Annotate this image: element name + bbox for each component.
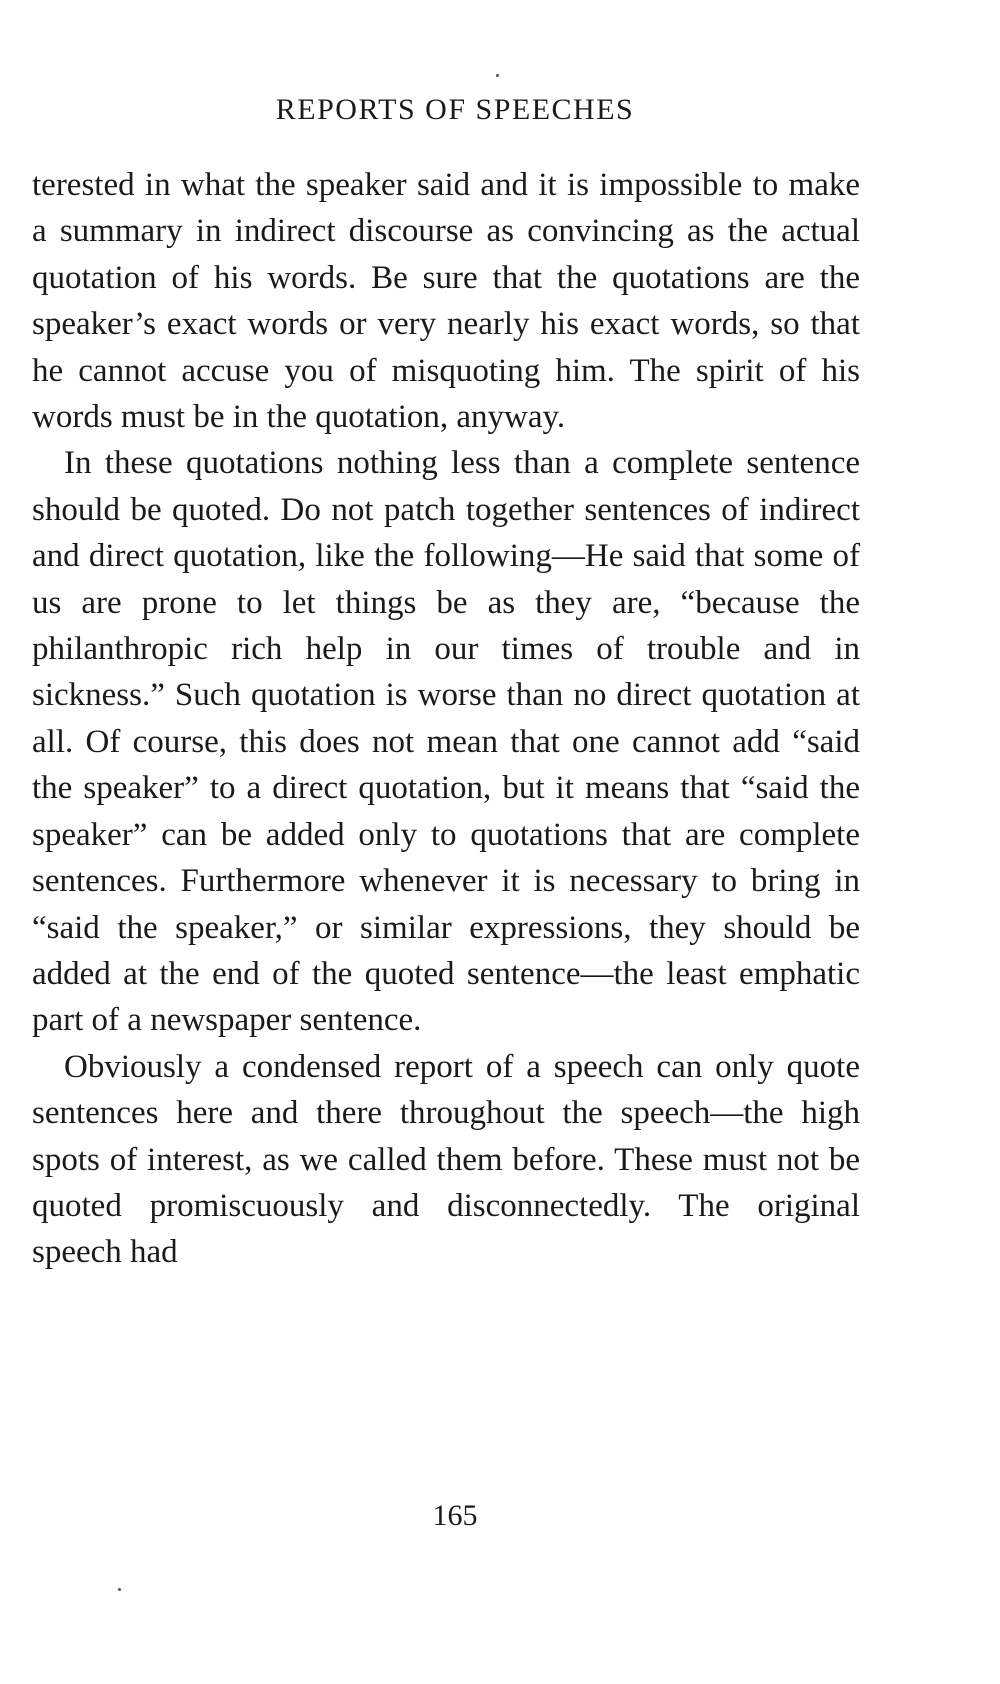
- ink-speck: [118, 1588, 121, 1591]
- running-head: REPORTS OF SPEECHES: [275, 93, 635, 126]
- ink-speck: [496, 74, 499, 77]
- paragraph-continued: terested in what the speaker said and it is impossible to make a summary in indirect discourse as convincing as the actual quotation of his words. Be sure that the quotations are the speaker’s exact words or very nearly his exact words, so that he cannot accuse you of misquoting him. The spirit of his words must be in the quotation, anyway.: [32, 167, 860, 436]
- page-number: 165: [432, 1499, 478, 1532]
- paragraph: In these quotations nothing less than a complete sentence should be quoted. Do not patch together sentences of indirect and direct quotation, like the following—He said that some of us are prone to let things be as they are, “because the philanthropic rich help in our times of trouble and in sickness.” Such quotation is worse than no direct quotation at all. Of course, this does not mean that one cannot add “said the speaker” to a direct quotation, but it means that “said the speaker” can be added only to quotations that are complete sentences. Furthermore whenever it is necessary to bring in “said the speaker,” or similar expressions, they should be added at the end of the quoted sentence—the least emphatic part of a newspaper sentence.: [32, 445, 860, 1039]
- paragraph: Obviously a condensed report of a speech can only quote sentences here and there throughout the speech—the high spots of interest, as we called them before. These must not be quoted promiscuously and disconnectedly. The original speech had: [32, 1048, 860, 1271]
- body-text: [32, 162, 860, 1276]
